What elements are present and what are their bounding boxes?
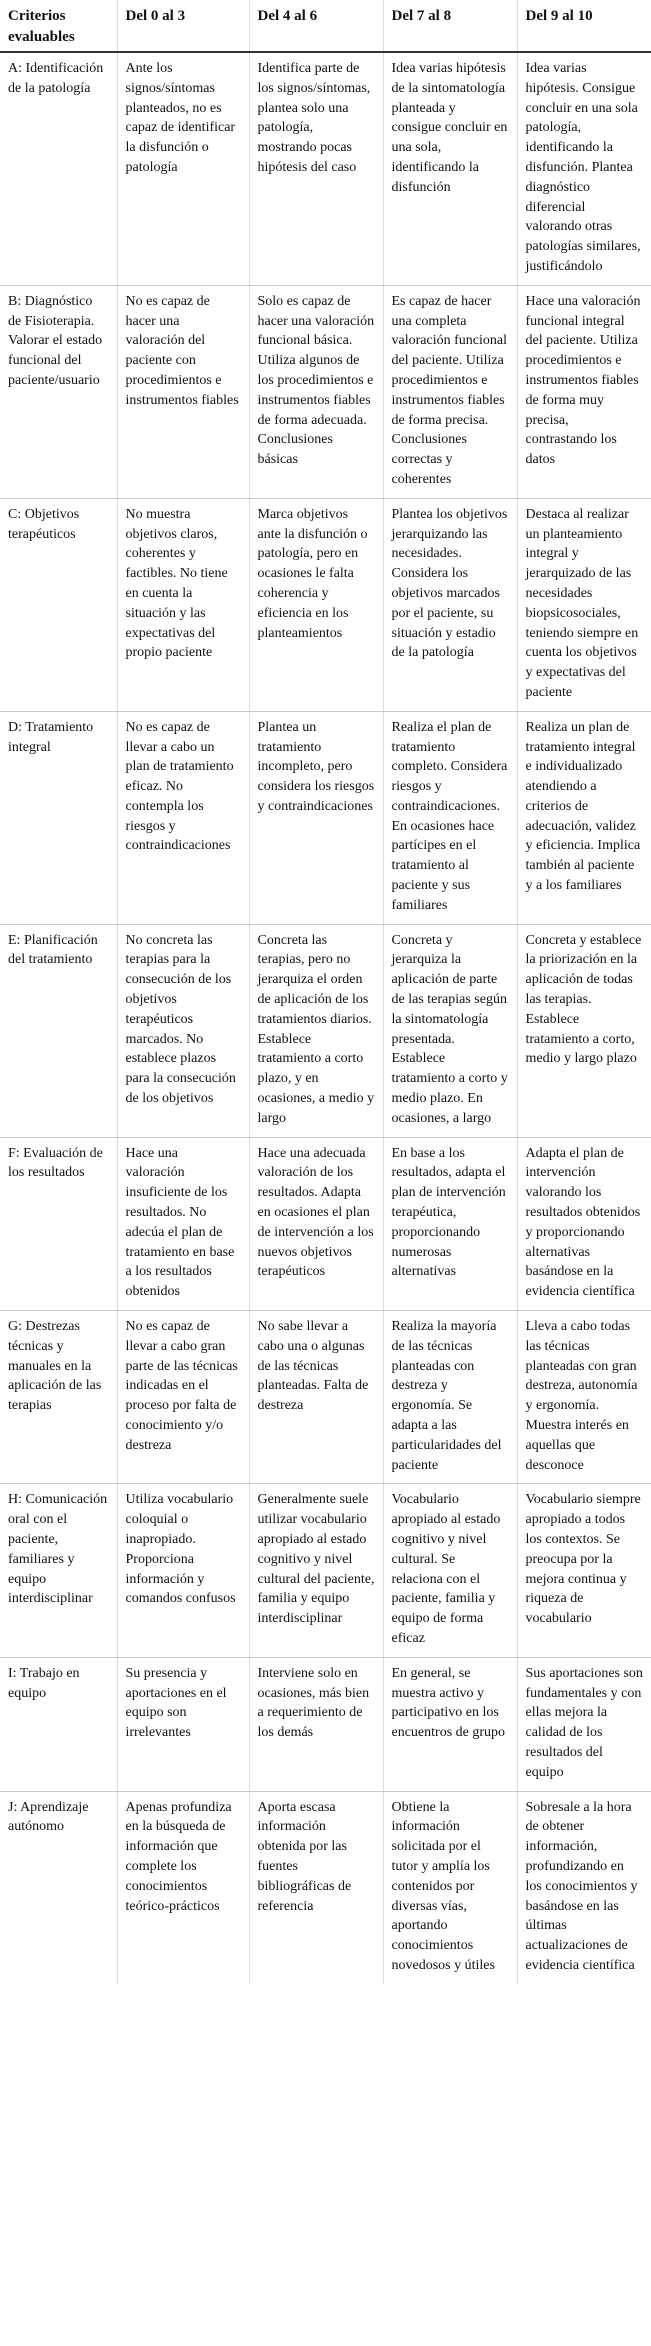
level-0-3-cell: No concreta las terapias para la consecución de los objetivos terapéuticos marcados. No establece plazos para la consecución de los objetivos [117, 924, 249, 1137]
criterion-cell: E: Planificación del tratamiento [0, 924, 117, 1137]
level-0-3-cell: Hace una valoración insuficiente de los resultados. No adecúa el plan de tratamiento en base a los resultados obtenidos [117, 1137, 249, 1310]
criterion-cell: C: Objetivos terapéuticos [0, 498, 117, 711]
table-row [0, 924, 651, 1137]
level-4-6-cell: Generalmente suele utilizar vocabulario apropiado al estado cognitivo y nivel cultural del paciente, familia y equipo interdisciplinar [249, 1484, 383, 1657]
level-0-3-cell: No es capaz de llevar a cabo gran parte de las técnicas indicadas en el proceso por falta de conocimiento y/o destreza [117, 1311, 249, 1484]
level-9-10-cell: Vocabulario siempre apropiado a todos los contextos. Se preocupa por la mejora continua y riqueza de vocabulario [517, 1484, 651, 1657]
level-9-10-cell: Concreta y establece la priorización en la aplicación de todas las terapias. Establece tratamiento a corto, medio y largo plazo [517, 924, 651, 1137]
criterion-cell: G: Destrezas técnicas y manuales en la aplicación de las terapias [0, 1311, 117, 1484]
criterion-cell: I: Trabajo en equipo [0, 1657, 117, 1791]
level-0-3-cell: Su presencia y aportaciones en el equipo son irrelevantes [117, 1657, 249, 1791]
table-row [0, 1311, 651, 1484]
table-row [0, 1484, 651, 1657]
table-row [0, 498, 651, 711]
level-7-8-cell: Concreta y jerarquiza la aplicación de parte de las terapias según la sintomatología presentada. Establece tratamiento a corto y medio plazo. En ocasiones, a largo [383, 924, 517, 1137]
header-score-7-8: Del 7 al 8 [383, 0, 517, 52]
level-9-10-cell: Hace una valoración funcional integral del paciente. Utiliza procedimientos e instrumentos fiables de forma muy precisa, contrastando los datos [517, 285, 651, 498]
level-4-6-cell: Hace una adecuada valoración de los resultados. Adapta en ocasiones el plan de intervención a los nuevos objetivos terapéuticos [249, 1137, 383, 1310]
level-7-8-cell: Plantea los objetivos jerarquizando las necesidades. Considera los objetivos marcados por el paciente, su situación y estadio de la patología [383, 498, 517, 711]
level-4-6-cell: Aporta escasa información obtenida por las fuentes bibliográficas de referencia [249, 1791, 383, 1984]
header-row [0, 0, 651, 52]
level-9-10-cell: Destaca al realizar un planteamiento integral y jerarquizado de las necesidades biopsicosociales, teniendo siempre en cuenta los objetivos y expectativas del paciente [517, 498, 651, 711]
level-7-8-cell: Idea varias hipótesis de la sintomatología planteada y consigue concluir en una sola, identificando la disfunción [383, 52, 517, 285]
level-4-6-cell: Marca objetivos ante la disfunción o patología, pero en ocasiones le falta coherencia y eficiencia en los planteamientos [249, 498, 383, 711]
header-score-4-6: Del 4 al 6 [249, 0, 383, 52]
table-row [0, 711, 651, 924]
table-row [0, 1657, 651, 1791]
level-7-8-cell: Es capaz de hacer una completa valoración funcional del paciente. Utiliza procedimientos e instrumentos fiables de forma precisa. Conclusiones correctas y coherentes [383, 285, 517, 498]
level-7-8-cell: En general, se muestra activo y participativo en los encuentros de grupo [383, 1657, 517, 1791]
level-9-10-cell: Sus aportaciones son fundamentales y con ellas mejora la calidad de los resultados del equipo [517, 1657, 651, 1791]
criterion-cell: H: Comunicación oral con el paciente, familiares y equipo interdisciplinar [0, 1484, 117, 1657]
level-9-10-cell: Adapta el plan de intervención valorando los resultados obtenidos y proporcionando alternativas basándose en la evidencia científica [517, 1137, 651, 1310]
level-7-8-cell: Realiza el plan de tratamiento completo. Considera riesgos y contraindicaciones. En ocasiones hace partícipes en el tratamiento al paciente y sus familiares [383, 711, 517, 924]
criterion-cell: F: Evaluación de los resultados [0, 1137, 117, 1310]
table-row [0, 52, 651, 285]
level-4-6-cell: No sabe llevar a cabo una o algunas de las técnicas planteadas. Falta de destreza [249, 1311, 383, 1484]
table-row [0, 1137, 651, 1310]
level-0-3-cell: No es capaz de hacer una valoración del paciente con procedimientos e instrumentos fiables [117, 285, 249, 498]
criterion-cell: A: Identificación de la patología [0, 52, 117, 285]
level-7-8-cell: Realiza la mayoría de las técnicas planteadas con destreza y ergonomía. Se adapta a las particularidades del paciente [383, 1311, 517, 1484]
table-row [0, 285, 651, 498]
level-4-6-cell: Concreta las terapias, pero no jerarquiza el orden de aplicación de los tratamientos diarios. Establece tratamiento a corto plazo, y en ocasiones, a medio y largo [249, 924, 383, 1137]
criterion-cell: D: Tratamiento integral [0, 711, 117, 924]
level-4-6-cell: Solo es capaz de hacer una valoración funcional básica. Utiliza algunos de los procedimientos e instrumentos fiables de forma adecuada. Conclusiones básicas [249, 285, 383, 498]
rubric-body [0, 52, 651, 1984]
level-4-6-cell: Interviene solo en ocasiones, más bien a requerimiento de los demás [249, 1657, 383, 1791]
level-7-8-cell: Obtiene la información solicitada por el tutor y amplía los contenidos por diversas vías, aportando conocimientos novedosos y útiles [383, 1791, 517, 1984]
level-9-10-cell: Realiza un plan de tratamiento integral e individualizado atendiendo a criterios de adecuación, validez y eficiencia. Implica también al paciente y a los familiares [517, 711, 651, 924]
level-9-10-cell: Idea varias hipótesis. Consigue concluir en una sola patología, identificando la disfunción. Plantea diagnóstico diferencial valorando otras patologías similares, justificándolo [517, 52, 651, 285]
level-9-10-cell: Sobresale a la hora de obtener información, profundizando en los conocimientos y basándose en las últimas actualizaciones de evidencia científica [517, 1791, 651, 1984]
level-4-6-cell: Plantea un tratamiento incompleto, pero considera los riesgos y contraindicaciones [249, 711, 383, 924]
level-0-3-cell: No muestra objetivos claros, coherentes y factibles. No tiene en cuenta la situación y las expectativas del propio paciente [117, 498, 249, 711]
level-7-8-cell: En base a los resultados, adapta el plan de intervención terapéutica, proporcionando numerosas alternativas [383, 1137, 517, 1310]
level-0-3-cell: Ante los signos/síntomas planteados, no es capaz de identificar la disfunción o patología [117, 52, 249, 285]
level-0-3-cell: No es capaz de llevar a cabo un plan de tratamiento eficaz. No contempla los riesgos y contraindicaciones [117, 711, 249, 924]
header-score-0-3: Del 0 al 3 [117, 0, 249, 52]
table-row [0, 1791, 651, 1984]
level-9-10-cell: Lleva a cabo todas las técnicas planteadas con gran destreza, autonomía y ergonomía. Muestra interés en aquellas que desconoce [517, 1311, 651, 1484]
criterion-cell: J: Aprendizaje autónomo [8, 1799, 89, 1835]
level-0-3-cell: Utiliza vocabulario coloquial o inapropiado. Proporciona información y comandos confusos [117, 1484, 249, 1657]
rubric-header [0, 0, 651, 52]
level-4-6-cell: Identifica parte de los signos/síntomas, plantea solo una patología, mostrando pocas hipótesis del caso [249, 52, 383, 285]
level-0-3-cell: Apenas profundiza en la búsqueda de información que complete los conocimientos teórico-prácticos [117, 1791, 249, 1984]
criterion-cell: B: Diagnóstico de Fisioterapia. Valorar el estado funcional del paciente/usuario [0, 285, 117, 498]
level-7-8-cell: Vocabulario apropiado al estado cognitivo y nivel cultural. Se relaciona con el paciente, familia y equipo de forma eficaz [383, 1484, 517, 1657]
header-criteria: Criterios evaluables [0, 0, 117, 52]
header-score-9-10: Del 9 al 10 [517, 0, 651, 52]
